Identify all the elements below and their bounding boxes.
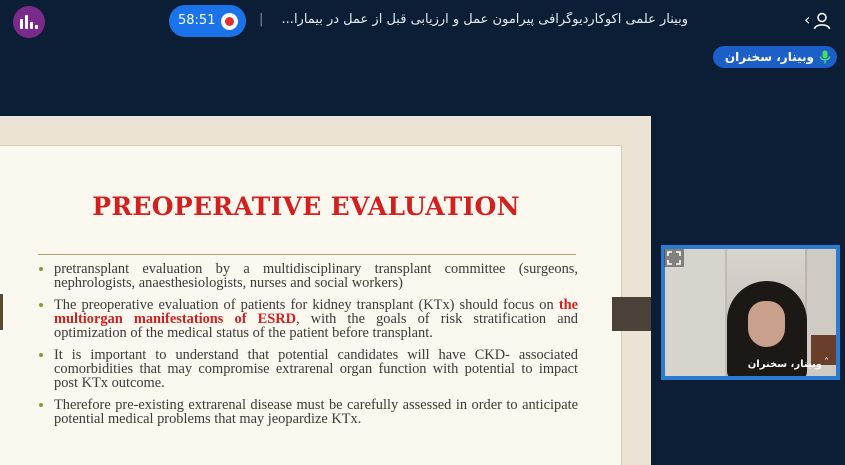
participant-video xyxy=(665,249,836,376)
bullet-item: pretransplant evaluation by a multidisciplinary transplant committee (surgeons, nephrologists, anaesthesiologists, nurses and social workers) xyxy=(38,262,578,290)
slide-edge-tab xyxy=(0,294,3,330)
speaker-name: وبینار، سخنران xyxy=(724,50,814,64)
bullet-text: , with the goals of risk stratification and optimization of the medical status of the patient before transplant. xyxy=(54,311,579,341)
caret-up-icon[interactable]: ˄ xyxy=(824,357,829,368)
side-panel-tab[interactable] xyxy=(612,297,651,331)
bullet-text: The preoperative evaluation of patients for kidney transplant (KTx) should focus on xyxy=(54,297,559,313)
title-separator: | xyxy=(259,12,264,27)
bullet-item: It is important to understand that potential candidates will have CKD- associated comorbidities that may compromise extrarenal organ function with potential to impact post KTx outcome. xyxy=(38,348,578,390)
bullet-item: Therefore pre-existing extrarenal disease must be carefully assessed in order to anticipate potential medical problems that may jeopardize KTx. xyxy=(38,398,578,426)
title-divider xyxy=(38,254,576,255)
chevron-left-icon[interactable]: ‹ xyxy=(804,10,811,29)
stats-button[interactable] xyxy=(13,6,45,38)
stats-bar-icon xyxy=(35,25,38,29)
timer-text: 58:51 xyxy=(178,13,216,28)
bullet-list xyxy=(38,262,578,434)
meeting-title: وبینار علمی اکوکاردیوگرافی پیرامون عمل و ارزیابی قبل از عمل در بیمارا... xyxy=(281,12,688,27)
microphone-icon xyxy=(819,50,831,64)
expand-icon[interactable] xyxy=(664,249,684,267)
top-bar xyxy=(0,0,845,44)
stats-bar-icon xyxy=(25,15,28,29)
highlighted-text: the multiorgan manifestations of ESRD xyxy=(54,297,578,327)
user-icon[interactable] xyxy=(813,12,831,30)
active-speaker-badge xyxy=(713,46,837,68)
stats-bar-icon xyxy=(30,22,33,29)
recording-timer-pill[interactable] xyxy=(169,5,246,37)
shared-slide xyxy=(0,116,651,465)
background-wall xyxy=(665,249,727,376)
person-face xyxy=(748,301,785,347)
participant-name: وبینار، سخنران xyxy=(747,359,822,370)
slide-title: PREOPERATIVE EVALUATION xyxy=(92,192,520,221)
slide-panel xyxy=(0,145,622,465)
record-icon xyxy=(221,13,238,30)
stats-bar-icon xyxy=(20,19,23,29)
bullet-item xyxy=(38,298,578,340)
